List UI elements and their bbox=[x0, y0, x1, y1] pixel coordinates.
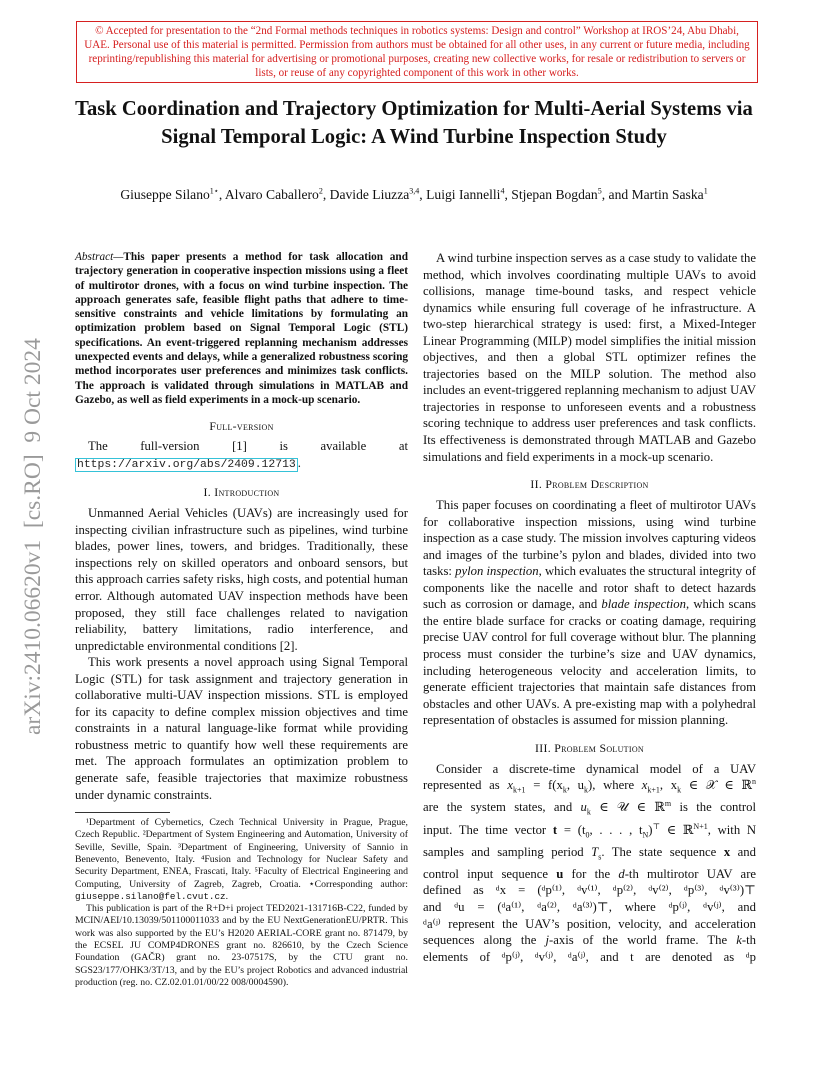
footnote-rule bbox=[75, 812, 170, 813]
solution-line: Consider a discrete-time dynamical model of a UAV bbox=[436, 761, 756, 776]
corresponding-email: giuseppe.silano@fel.cvut.cz bbox=[75, 890, 226, 902]
solution-line: sequences along the j-axis of the world frame. The k-th bbox=[423, 933, 757, 948]
solution-line: elements of ᵈp⁽ʲ⁾, ᵈv⁽ʲ⁾, ᵈa⁽ʲ⁾, and t are denoted as ᵈp bbox=[423, 949, 756, 964]
author-affiliation: 1 bbox=[703, 186, 708, 196]
full-version-heading: Full-version bbox=[209, 419, 274, 434]
term-blade-inspection: blade inspection bbox=[601, 597, 686, 612]
abstract-label: Abstract— bbox=[75, 251, 124, 263]
author: Luigi Iannelli bbox=[426, 187, 501, 202]
abstract-body: This paper presents a method for task allocation and trajectory generation in cooperative inspection missions using a fleet of multirotor drones, with a focus on wind turbine inspection. The approach generates safe, feasible flight paths that adhere to time-sensitive constraints and vehicle limitations by formulating an optimization problem based on Signal Temporal Logic (STL) specifications. An event-triggered replanning mechanism addresses unexpected events and delays, while a generalized robustness scoring method incorporates user preferences and minimizes task conflicts. The approach is validated through simulations in MATLAB and Gazebo, as well as field experiments in a mock-up scenario. bbox=[75, 251, 408, 406]
paper-title: Task Coordination and Trajectory Optimization for Multi-Aerial Systems via Signal Temporal Logic: A Wind Turbine Inspection Study bbox=[75, 98, 753, 148]
author-affiliation: 2 bbox=[318, 186, 323, 196]
author-affiliation: 5 bbox=[597, 186, 602, 196]
solution-line: represented as $x_{k+1} = f(x_k$, $u_k$), where $x_{k+1}$, $x_k$ ∈ 𝒳 ∈ ℝ$^n$ bbox=[423, 777, 757, 795]
intro-heading: I. Introduction bbox=[203, 485, 280, 500]
left-column bbox=[75, 250, 408, 989]
solution-line: samples and sampling period $T_s$. The state sequence x and bbox=[423, 844, 756, 862]
copyright-notice: © Accepted for presentation to the “2nd Formal methods techniques in robotics systems: Design and control” Workshop at IROS’24, Abu Dhabi, UAE. Personal use of this material is permitted. Permission from authors must be obtained for all other uses, in any current or future media, including reprinting/republishing this material for advertising or promotional purposes, creating new collective works, for resale or redistribution to servers or lists, or reuse of any copyrighted component of this work in other works. bbox=[76, 21, 758, 83]
solution-line: defined as ᵈx = (ᵈp⁽¹⁾, ᵈv⁽¹⁾, ᵈp⁽²⁾, ᵈv⁽²⁾, ᵈp⁽³⁾, ᵈv⁽³⁾)⊤ bbox=[423, 883, 756, 898]
solution-paragraph bbox=[423, 761, 756, 966]
solution-line: control input sequence u for the d-th multirotor UAV are bbox=[423, 866, 757, 881]
full-version-text: The full-version [1] is available at https://arxiv.org/abs/2409.12713 . bbox=[77, 439, 408, 471]
affiliations-text: ¹Department of Cybernetics, Czech Technical University in Prague, Prague, Czech Republic. ²Department of System Engineering and Automation, University of Seville, Seville, Spain. ³Department of Engineering, University of Sannio in Benevento, Benevento, Italy. ⁴Fusion and Technology for Nuclear Safety and Security Department, ENEA, Frascati, Italy. ⁵Faculty of Electrical Engineering and Computing, University of Zagreb, Zagreb, Croatia. ⋆Corresponding author: bbox=[75, 817, 408, 890]
footnotes bbox=[75, 817, 408, 989]
author: Stjepan Bogdan bbox=[511, 187, 598, 202]
funding-footnote: This publication is part of the R+D+i project TED2021-131716B-C22, funded by MCIN/AEI/10.13039/501100011033 and by the EU NextGenerationEU/PRTR. This work was also supported by the EU’s H2020 AERIAL-CORE grant no. 871479, by the ECSEL JU COMP4DRONES grant no. 826610, by the Czech Science Foundation (GAČR) grant no. 23-07517S, by the CTU grant no. SGS23/177/OHK3/3T/13, and by the EU’s project Robotics and advanced industrial production (reg. no. CZ.02.01.01/00/22 008/0004590). bbox=[75, 903, 408, 988]
abstract bbox=[75, 250, 408, 407]
author: Alvaro Caballero bbox=[224, 187, 319, 202]
term-pylon-inspection: pylon inspection bbox=[455, 564, 539, 579]
full-version-sentence: The full-version [1] is available at bbox=[88, 439, 408, 454]
author-list: Giuseppe Silano$^{1⋆}$, Alvaro Caballero$^2$, Davide Liuzza$^{3,4}$, Luigi Iannelli$^4$, Stjepan Bogdan$^5$, and Martin Saska$^1$ bbox=[120, 186, 708, 202]
solution-line: ᵈa⁽ʲ⁾ represent the UAV’s position, velocity, and acceleration bbox=[423, 916, 756, 931]
author: Giuseppe Silano bbox=[120, 187, 210, 202]
arxiv-stamp bbox=[0, 0, 46, 1072]
problem-text: , which scans the entire blade surface for cracks or coating damage, requiring precise UAV control for full coverage without blur. The planning process must consider the turbine’s size and UAV dynamics, including heterogeneous velocity and acceleration limits, to generate efficient trajectories that maintain safe distances from obstacles and other UAVs. A pre-existing map with a polyhedral representation of obstacles is assumed for mission planning. bbox=[423, 597, 756, 728]
author-affiliation: 3,4 bbox=[409, 186, 420, 196]
problem-paragraph bbox=[423, 497, 756, 729]
intro-paragraph-1: Unmanned Aerial Vehicles (UAVs) are increasingly used for inspecting civilian infrastructure such as pipelines, wind turbine blades, power lines, towers, and bridges. Traditionally, these inspections rely on skilled operators and onboard sensors, but this approach carries safety risks, high costs, and potential human error. Although automated UAV inspection methods have been proposed, they still face challenges related to navigation reliability, battery limitations, radio interference, and unpredictable environmental conditions [2]. bbox=[75, 506, 408, 653]
right-column bbox=[423, 250, 756, 965]
full-version-link[interactable]: https://arxiv.org/abs/2409.12713 bbox=[77, 458, 296, 471]
email-period: . bbox=[225, 890, 229, 902]
problem-heading: II. Problem Description bbox=[530, 477, 649, 492]
solution-line: and ᵈu = (ᵈa⁽¹⁾, ᵈa⁽²⁾, ᵈa⁽³⁾)⊤, where ᵈp⁽ʲ⁾, ᵈv⁽ʲ⁾, and bbox=[423, 900, 756, 915]
solution-heading: III. Problem Solution bbox=[535, 740, 644, 755]
intro-paragraph-3: A wind turbine inspection serves as a case study to validate the method, which involves coordinating multiple UAVs to avoid collisions, manage time-bound tasks, and respect vehicle dynamics while ensuring full coverage of he infrastructure. A two-step hierarchical strategy is used: first, a Mixed-Integer Linear Programming (MILP) model simplifies the initial mission objectives, and then a global STL optimizer refines the trajectories based on the MILP solution. The method also includes an event-triggered replanning mechanism to adjust UAV trajectories in response to unforeseen events and a robustness scoring technique to address user preferences and task conflicts. Its effectiveness is demonstrated through MATLAB and Gazebo simulations and field experiments in a mock-up scenario. bbox=[423, 251, 756, 464]
solution-line: are the system states, and $u_k$ ∈ 𝒰 ∈ ℝ$^m$ is the control bbox=[423, 799, 757, 818]
author: Martin Saska bbox=[631, 187, 704, 202]
author: Davide Liuzza bbox=[329, 187, 410, 202]
affiliations-footnote bbox=[75, 817, 408, 903]
author-affiliation: 1⋆ bbox=[209, 186, 219, 196]
problem-text: , which evaluates the structural integrity of components like the nacelle and rotor shaft to detect hazards such as corrosion or damage, and bbox=[423, 564, 756, 612]
intro-paragraph-2: This work presents a novel approach using Signal Temporal Logic (STL) for task assignment and trajectory generation in collaborative multi-UAV inspection missions. STL is employed for its capacity to define complex mission objectives and time constraints in a natural language-like format while providing robustness metric to quantify how well these requirements are met. The approach formulates an optimization problem to generate safe, feasible trajectories that maximize robustness under dynamic constraints. bbox=[75, 655, 408, 802]
solution-line: input. The time vector $t = (t_0$, . . . , $t_N)^⊤$ ∈ ℝ$^{N+1}$, with N bbox=[423, 821, 757, 840]
arxiv-id: arXiv:2410.06620v1 [cs.RO] 9 Oct 2024 bbox=[20, 338, 46, 735]
problem-text: This paper focuses on coordinating a fleet of multirotor UAVs for collaborative inspection missions, using wind turbine inspection as a case study. The mission involves capturing videos and images of the turbine’s pylon and blades, divided into two tasks: bbox=[423, 498, 756, 579]
author-affiliation: 4 bbox=[500, 186, 505, 196]
